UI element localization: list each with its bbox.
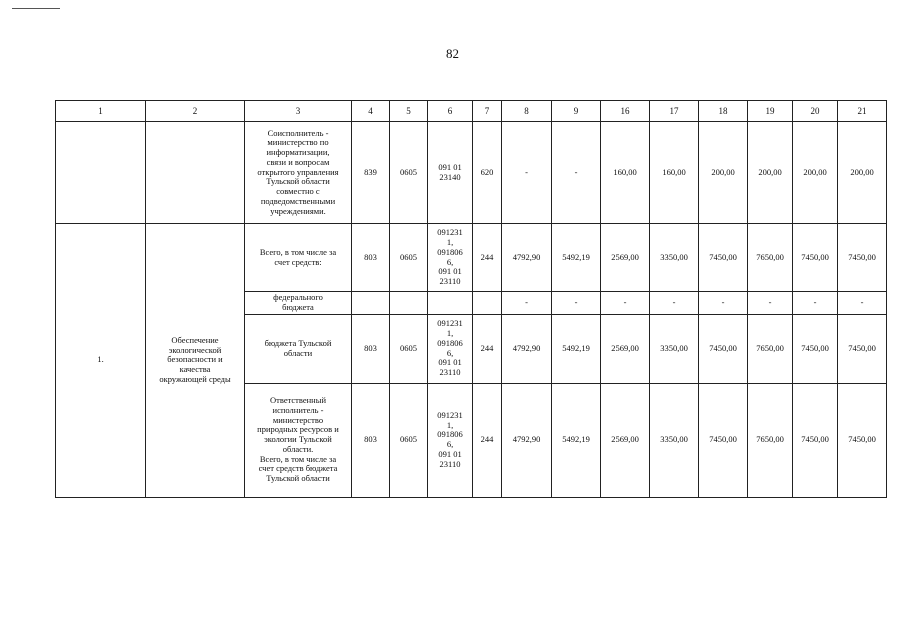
value-cell: 7450,00 [838, 224, 887, 292]
table-row [56, 122, 887, 224]
header-cell: 1 [56, 101, 146, 122]
header-cell: 8 [502, 101, 552, 122]
target-code-text: 091231 1, 091806 6, 091 01 23110 [437, 409, 463, 469]
expense-type-code: 620 [473, 122, 502, 224]
section-code [390, 292, 428, 315]
header-cell: 21 [838, 101, 887, 122]
group-name: Обеспечение экологической безопасности и качества окружающей среды [159, 334, 231, 384]
empty-cell [56, 122, 146, 224]
value-cell: 2569,00 [601, 224, 650, 292]
header-row [56, 101, 887, 122]
empty-cell [146, 122, 245, 224]
description-text: бюджета Тульской области [264, 337, 332, 358]
section-code: 0605 [390, 314, 428, 383]
row-description [245, 292, 352, 315]
value-cell: 3350,00 [650, 224, 699, 292]
value-cell: 7450,00 [838, 383, 887, 497]
value-cell: 7450,00 [838, 314, 887, 383]
row-description [245, 122, 352, 224]
value-cell: - [838, 292, 887, 315]
value-cell: - [793, 292, 838, 315]
target-code [428, 292, 473, 315]
value-cell: 200,00 [748, 122, 793, 224]
expense-type-code: 244 [473, 314, 502, 383]
ministry-code: 839 [352, 122, 390, 224]
header-cell: 20 [793, 101, 838, 122]
value-cell: 7650,00 [748, 383, 793, 497]
value-cell: 7450,00 [699, 224, 748, 292]
header-cell: 19 [748, 101, 793, 122]
value-cell: 160,00 [650, 122, 699, 224]
section-code: 0605 [390, 383, 428, 497]
header-cell: 9 [552, 101, 601, 122]
value-cell: 4792,90 [502, 314, 552, 383]
row-description [245, 383, 352, 497]
value-cell: 7450,00 [793, 383, 838, 497]
value-cell: 7650,00 [748, 314, 793, 383]
target-code [428, 314, 473, 383]
target-code-text: 091231 1, 091806 6, 091 01 23110 [437, 318, 463, 378]
value-cell: - [699, 292, 748, 315]
ministry-code [352, 292, 390, 315]
header-cell: 17 [650, 101, 699, 122]
value-cell: 2569,00 [601, 314, 650, 383]
section-code: 0605 [390, 224, 428, 292]
header-cell: 18 [699, 101, 748, 122]
value-cell: 200,00 [699, 122, 748, 224]
ministry-code: 803 [352, 224, 390, 292]
value-cell: - [601, 292, 650, 315]
header-cell: 16 [601, 101, 650, 122]
header-cell: 5 [390, 101, 428, 122]
value-cell: 2569,00 [601, 383, 650, 497]
description-text: Ответственный исполнитель - министерство природных ресурсов и экологии Тульской области. Всего, в том числе за счет средств бюджета Тульской области [257, 395, 339, 484]
value-cell: 200,00 [838, 122, 887, 224]
value-cell: 4792,90 [502, 383, 552, 497]
target-code [428, 122, 473, 224]
description-text: федерального бюджета [273, 292, 323, 312]
group-name-cell [146, 224, 245, 498]
expense-type-code: 244 [473, 383, 502, 497]
row-description [245, 224, 352, 292]
value-cell: 200,00 [793, 122, 838, 224]
value-cell: 7450,00 [699, 314, 748, 383]
expense-type-code: 244 [473, 224, 502, 292]
value-cell: - [502, 122, 552, 224]
target-code [428, 224, 473, 292]
header-cell: 3 [245, 101, 352, 122]
value-cell: - [552, 122, 601, 224]
value-cell: 3350,00 [650, 383, 699, 497]
ministry-code: 803 [352, 314, 390, 383]
value-cell: 4792,90 [502, 224, 552, 292]
value-cell: 5492,19 [552, 314, 601, 383]
value-cell: 7450,00 [793, 314, 838, 383]
header-cell: 6 [428, 101, 473, 122]
value-cell: 7450,00 [793, 224, 838, 292]
value-cell: 5492,19 [552, 383, 601, 497]
value-cell: 5492,19 [552, 224, 601, 292]
value-cell: - [650, 292, 699, 315]
description-text: Соисполнитель - министерство по информатизации, связи и вопросам открытого управления Тульской области совместно с подведомственными учреждениями. [257, 127, 339, 216]
header-rule [12, 8, 60, 9]
value-cell: 3350,00 [650, 314, 699, 383]
header-cell: 4 [352, 101, 390, 122]
target-code [428, 383, 473, 497]
section-code: 0605 [390, 122, 428, 224]
header-cell: 2 [146, 101, 245, 122]
value-cell: 7650,00 [748, 224, 793, 292]
table-row [56, 224, 887, 292]
value-cell: 7450,00 [699, 383, 748, 497]
value-cell: 160,00 [601, 122, 650, 224]
expense-type-code [473, 292, 502, 315]
description-text: Всего, в том числе за счет средств: [259, 246, 337, 267]
target-code-text: 091 01 23140 [438, 161, 462, 182]
row-description [245, 314, 352, 383]
budget-table [55, 100, 887, 498]
page-number: 82 [446, 46, 459, 61]
group-number: 1. [56, 224, 146, 498]
value-cell: - [748, 292, 793, 315]
ministry-code: 803 [352, 383, 390, 497]
target-code-text: 091231 1, 091806 6, 091 01 23110 [437, 227, 463, 287]
header-cell: 7 [473, 101, 502, 122]
value-cell: - [502, 292, 552, 315]
value-cell: - [552, 292, 601, 315]
